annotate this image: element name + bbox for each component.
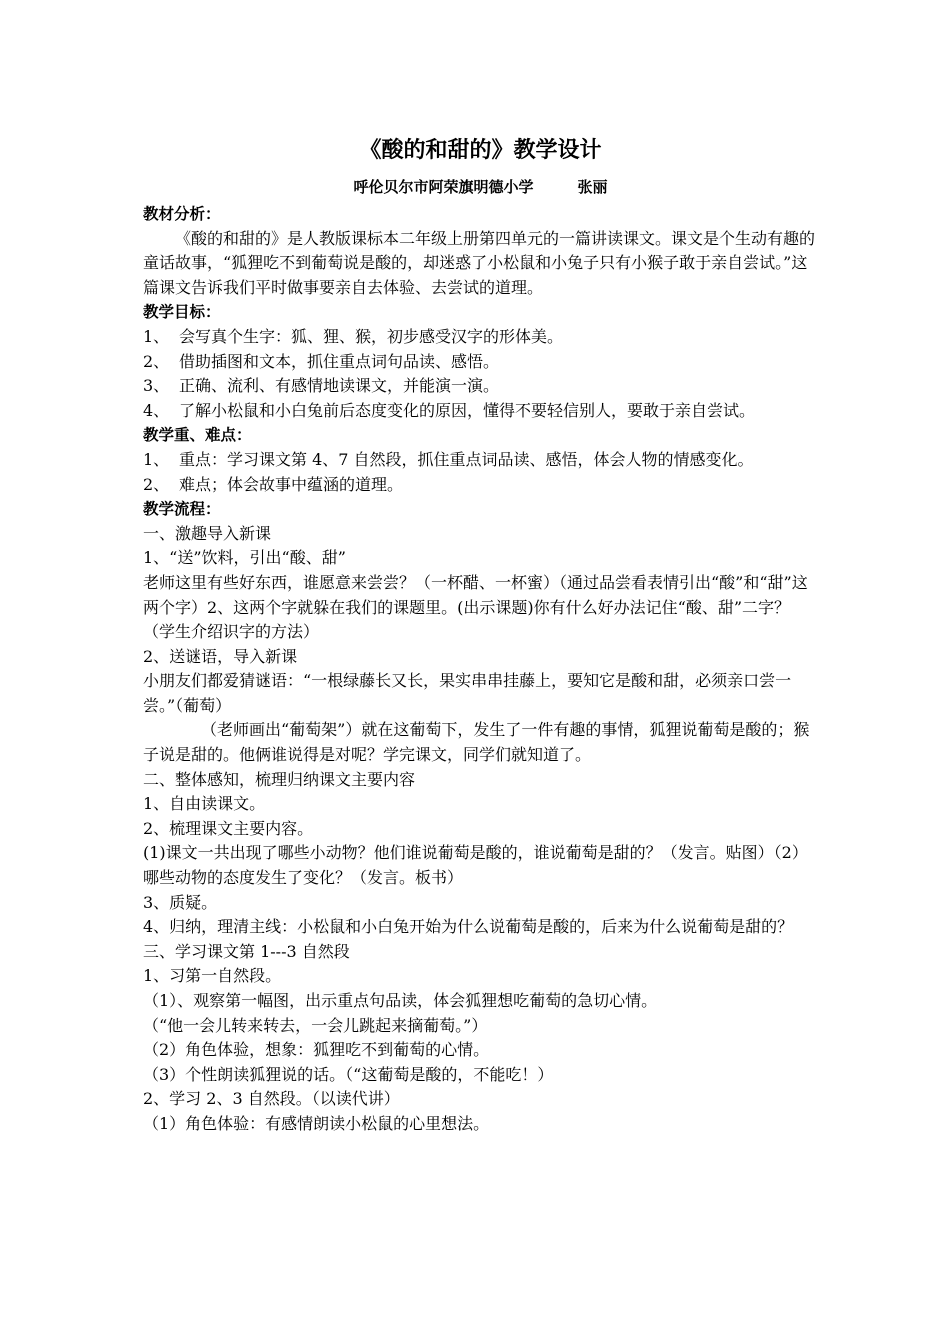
goal-item <box>143 350 818 375</box>
goal-text: 了解小松鼠和小白兔前后态度变化的原因，懂得不要轻信别人，要敢于亲自尝试。 <box>179 400 756 420</box>
key-point-text: 重点：学习课文第 4、7 自然段，抓住重点词品读、感悟，体会人物的情感变化。 <box>179 449 754 469</box>
goal-text: 会写真个生字：狐、狸、猴，初步感受汉字的形体美。 <box>179 326 564 346</box>
process-line: （“他一会儿转来转去，一会儿跳起来摘葡萄。”） <box>143 1015 488 1035</box>
author-line <box>143 176 818 198</box>
key-point-number: 2、 <box>143 474 170 494</box>
process-line: （1）、观察第一幅图，出示重点句品读，体会狐狸想吃葡萄的急切心情。 <box>143 991 658 1010</box>
analysis-paragraph: 《酸的和甜的》是人教版课标本二年级上册第四单元的一篇讲读课文。课文是个生动有趣的童话故事，“狐狸吃不到葡萄说是酸的，却迷惑了小松鼠和小兔子只有小猴子敢于亲自尝试。”这篇课文告诉我们平时做事要亲自去体验、去尝试的道理。 <box>143 228 816 297</box>
section-heading-goals: 教学目标： <box>143 303 221 322</box>
process-line: 二、整体感知，梳理归纳课文主要内容 <box>143 769 416 789</box>
key-point-item <box>143 473 818 498</box>
process-line: 2、学习 2、3 自然段。（以读代讲） <box>143 1089 400 1109</box>
goal-number: 4、 <box>143 400 170 420</box>
goal-text: 借助插图和文本，抓住重点词句品读、感悟。 <box>179 351 500 371</box>
process-line: 4、归纳，理清主线：小松鼠和小白兔开始为什么说葡萄是酸的，后来为什么说葡萄是甜的？ <box>143 917 794 937</box>
goal-item <box>143 325 818 350</box>
key-point-item <box>143 448 818 473</box>
process-line: （1）角色体验：有感情朗读小松鼠的心里想法。 <box>143 1113 490 1133</box>
goal-item <box>143 374 818 399</box>
process-line: （3）个性朗读狐狸说的话。（“这葡萄是酸的，不能吃！） <box>143 1064 554 1084</box>
goal-number: 1、 <box>143 326 170 346</box>
process-line: 小朋友们都爱猜谜语：“一根绿藤长又长，果实串串挂藤上，要知它是酸和甜，必须亲口尝一尝。”（葡萄） <box>143 671 792 715</box>
key-point-text: 难点；体会故事中蕴涵的道理。 <box>179 474 404 494</box>
goal-item <box>143 399 818 424</box>
document-title: 《酸的和甜的》教学设计 <box>359 138 602 163</box>
document-body <box>143 136 818 1137</box>
author-name: 张丽 <box>577 178 608 196</box>
process-line: （老师画出“葡萄架”）就在这葡萄下，发生了一件有趣的事情，狐狸说葡萄是酸的；猴子说是甜的。他俩谁说得是对呢？学完课文，同学们就知道了。 <box>143 720 810 765</box>
process-line: 2、送谜语，导入新课 <box>143 646 298 666</box>
goal-number: 2、 <box>143 351 170 371</box>
process-line: 一、激趣导入新课 <box>143 523 272 543</box>
section-heading-process: 教学流程： <box>143 500 221 519</box>
goal-number: 3、 <box>143 376 170 396</box>
process-line: 1、自由读课文。 <box>143 794 266 814</box>
process-line: 3、质疑。 <box>143 892 218 912</box>
process-line: （2）角色体验，想象：狐狸吃不到葡萄的心情。 <box>143 1040 490 1060</box>
process-line: 1、习第一自然段。 <box>143 966 282 986</box>
process-line: 三、学习课文第 1---3 自然段 <box>143 941 350 961</box>
process-line: (1)课文一共出现了哪些小动物？他们谁说葡萄是酸的，谁说葡萄是甜的？（发言。贴图）（2）哪些动物的态度发生了变化？（发言。板书） <box>143 843 808 888</box>
goal-text: 正确、流利、有感情地读课文，并能演一演。 <box>179 376 500 396</box>
process-line: 2、梳理课文主要内容。 <box>143 818 314 838</box>
section-heading-analysis: 教材分析： <box>143 205 221 223</box>
section-heading-key-points: 教学重、难点： <box>143 426 252 445</box>
process-line: 老师这里有些好东西，谁愿意来尝尝？（一杯醋、一杯蜜）（通过品尝看表情引出“酸”和“甜”这两个字）2、这两个字就躲在我们的课题里。(出示课题)你有什么好办法记住“酸、甜”二字？（学生介绍识字的方法） <box>143 572 808 642</box>
author-school: 呼伦贝尔市阿荣旗明德小学 <box>353 178 534 196</box>
key-point-number: 1、 <box>143 449 170 469</box>
process-line: 1、“送”饮料，引出“酸、甜” <box>143 548 346 568</box>
